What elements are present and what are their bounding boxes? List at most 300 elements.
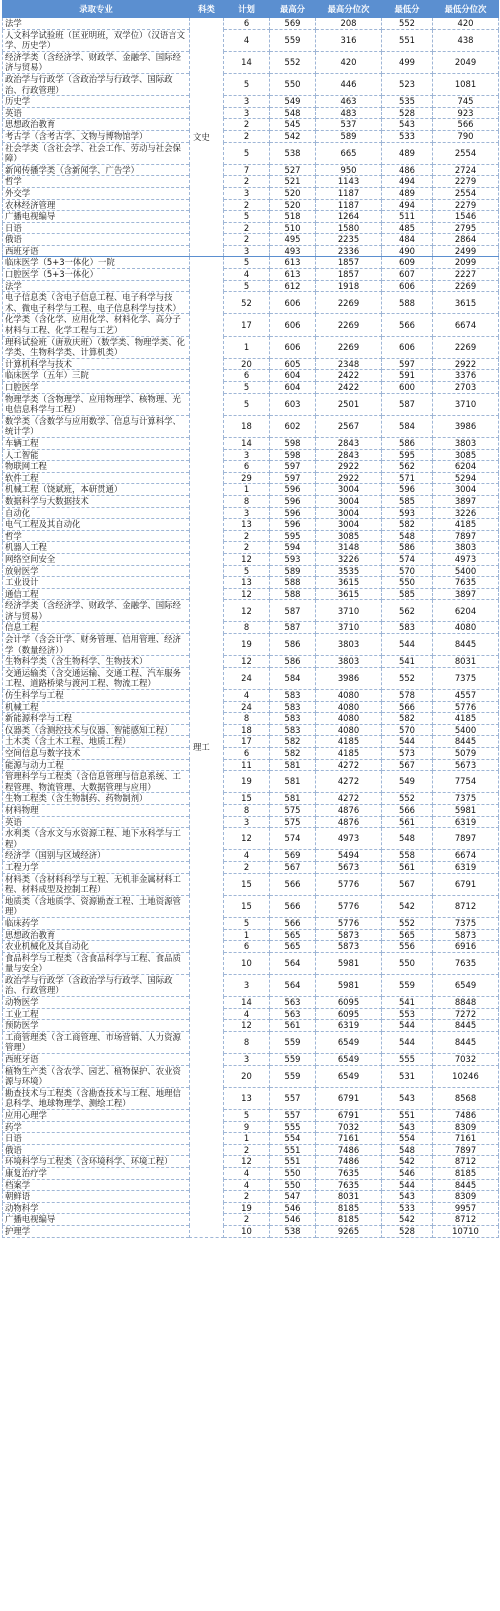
- table-row: [3, 1121, 499, 1133]
- min-rank-cell: 8445: [433, 736, 499, 748]
- table-row: [3, 828, 499, 850]
- plan-cell: 14: [224, 437, 270, 449]
- max-rank-cell: 3004: [316, 519, 382, 531]
- plan-cell: 5: [224, 257, 270, 269]
- min-rank-cell: 8445: [433, 1031, 499, 1053]
- plan-cell: 10: [224, 952, 270, 974]
- min-rank-cell: 2269: [433, 336, 499, 358]
- max-score-cell: 518: [270, 211, 316, 223]
- max-score-cell: 559: [270, 1054, 316, 1066]
- max-rank-cell: 537: [316, 119, 382, 131]
- table-row: [3, 873, 499, 895]
- table-row: [3, 530, 499, 542]
- min-rank-cell: 7375: [433, 917, 499, 929]
- table-row: [3, 234, 499, 246]
- min-rank-cell: 2795: [433, 222, 499, 234]
- min-score-cell: 542: [382, 895, 433, 917]
- max-score-cell: 552: [270, 51, 316, 73]
- min-score-cell: 550: [382, 577, 433, 589]
- major-cell: 工商管理类（含工商管理、市场营销、人力资源管理）: [3, 1031, 190, 1053]
- category-cell: 文史: [190, 18, 224, 257]
- min-score-cell: 544: [382, 1179, 433, 1191]
- table-row: [3, 119, 499, 131]
- table-row: [3, 73, 499, 95]
- plan-cell: 11: [224, 759, 270, 771]
- max-rank-cell: 9265: [316, 1225, 382, 1237]
- table-row: [3, 1167, 499, 1179]
- max-score-cell: 569: [270, 850, 316, 862]
- max-score-cell: 493: [270, 245, 316, 257]
- major-cell: 植物生产类（含农学、园艺、植物保护、农业资源与环境）: [3, 1065, 190, 1087]
- major-cell: 工程力学: [3, 861, 190, 873]
- max-rank-cell: 2269: [316, 292, 382, 314]
- plan-cell: 3: [224, 449, 270, 461]
- max-rank-cell: 7161: [316, 1133, 382, 1145]
- plan-cell: 4: [224, 29, 270, 51]
- min-score-cell: 533: [382, 130, 433, 142]
- min-rank-cell: 4185: [433, 519, 499, 531]
- min-rank-cell: 2922: [433, 358, 499, 370]
- table-row: [3, 861, 499, 873]
- plan-cell: 19: [224, 634, 270, 656]
- max-rank-cell: 2422: [316, 370, 382, 382]
- max-rank-cell: 3535: [316, 565, 382, 577]
- plan-cell: 17: [224, 314, 270, 336]
- table-row: [3, 701, 499, 713]
- table-row: [3, 895, 499, 917]
- plan-cell: 14: [224, 51, 270, 73]
- min-rank-cell: 5294: [433, 472, 499, 484]
- max-score-cell: 495: [270, 234, 316, 246]
- major-cell: 农林经济管理: [3, 199, 190, 211]
- min-score-cell: 511: [382, 211, 433, 223]
- major-cell: 电子信息类（含电子信息工程、电子科学与技术、微电子科学与工程、电子信息科学与技术）: [3, 292, 190, 314]
- major-cell: 法学: [3, 18, 190, 30]
- min-score-cell: 541: [382, 656, 433, 668]
- min-score-cell: 555: [382, 1054, 433, 1066]
- min-rank-cell: 6916: [433, 941, 499, 953]
- plan-cell: 13: [224, 577, 270, 589]
- plan-cell: 6: [224, 370, 270, 382]
- min-score-cell: 559: [382, 974, 433, 996]
- min-score-cell: 566: [382, 314, 433, 336]
- max-rank-cell: 2567: [316, 415, 382, 437]
- plan-cell: 12: [224, 588, 270, 600]
- table-row: [3, 1008, 499, 1020]
- min-score-cell: 562: [382, 600, 433, 622]
- table-row: [3, 952, 499, 974]
- min-score-cell: 578: [382, 690, 433, 702]
- min-rank-cell: 2099: [433, 257, 499, 269]
- min-rank-cell: 2499: [433, 245, 499, 257]
- table-row: [3, 519, 499, 531]
- max-score-cell: 589: [270, 565, 316, 577]
- max-score-cell: 547: [270, 1191, 316, 1203]
- plan-cell: 12: [224, 553, 270, 565]
- max-score-cell: 583: [270, 690, 316, 702]
- plan-cell: 5: [224, 211, 270, 223]
- max-rank-cell: 2843: [316, 437, 382, 449]
- max-rank-cell: 316: [316, 29, 382, 51]
- plan-cell: 2: [224, 234, 270, 246]
- category-cell: 理工: [190, 257, 224, 1237]
- table-row: [3, 130, 499, 142]
- max-score-cell: 549: [270, 96, 316, 108]
- major-cell: 俄语: [3, 1144, 190, 1156]
- max-score-cell: 563: [270, 997, 316, 1009]
- table-row: [3, 1031, 499, 1053]
- table-row: [3, 997, 499, 1009]
- max-score-cell: 564: [270, 974, 316, 996]
- table-row: [3, 96, 499, 108]
- major-cell: 水利类（含水文与水资源工程、地下水科学与工程）: [3, 828, 190, 850]
- min-score-cell: 543: [382, 1121, 433, 1133]
- major-cell: 农业机械化及其自动化: [3, 941, 190, 953]
- min-score-cell: 551: [382, 1110, 433, 1122]
- max-rank-cell: 4876: [316, 816, 382, 828]
- plan-cell: 3: [224, 507, 270, 519]
- plan-cell: 12: [224, 1020, 270, 1032]
- major-cell: 护理学: [3, 1225, 190, 1237]
- major-cell: 工业工程: [3, 1008, 190, 1020]
- table-row: [3, 793, 499, 805]
- table-row: [3, 1191, 499, 1203]
- min-score-cell: 544: [382, 634, 433, 656]
- header-category: 科类: [190, 1, 224, 18]
- max-rank-cell: 5776: [316, 917, 382, 929]
- major-cell: 历史学: [3, 96, 190, 108]
- max-rank-cell: 4080: [316, 713, 382, 725]
- min-score-cell: 523: [382, 73, 433, 95]
- max-rank-cell: 2922: [316, 472, 382, 484]
- table-row: [3, 280, 499, 292]
- major-cell: 食品科学与工程类（含食品科学与工程、食品质量与安全）: [3, 952, 190, 974]
- min-rank-cell: 3376: [433, 370, 499, 382]
- max-score-cell: 557: [270, 1110, 316, 1122]
- max-score-cell: 597: [270, 472, 316, 484]
- major-cell: 电气工程及其自动化: [3, 519, 190, 531]
- max-score-cell: 575: [270, 816, 316, 828]
- plan-cell: 5: [224, 73, 270, 95]
- plan-cell: 4: [224, 1008, 270, 1020]
- min-rank-cell: 8185: [433, 1167, 499, 1179]
- plan-cell: 2: [224, 176, 270, 188]
- max-score-cell: 550: [270, 73, 316, 95]
- min-rank-cell: 3803: [433, 437, 499, 449]
- plan-cell: 12: [224, 600, 270, 622]
- max-score-cell: 559: [270, 1031, 316, 1053]
- min-rank-cell: 6319: [433, 861, 499, 873]
- major-cell: 工业设计: [3, 577, 190, 589]
- table-row: [3, 484, 499, 496]
- max-rank-cell: 4080: [316, 701, 382, 713]
- min-rank-cell: 4185: [433, 713, 499, 725]
- max-rank-cell: 463: [316, 96, 382, 108]
- max-rank-cell: 665: [316, 142, 382, 164]
- min-score-cell: 541: [382, 997, 433, 1009]
- table-row: [3, 336, 499, 358]
- table-row: [3, 495, 499, 507]
- max-score-cell: 613: [270, 257, 316, 269]
- min-score-cell: 586: [382, 542, 433, 554]
- table-row: [3, 542, 499, 554]
- major-cell: 思想政治教育: [3, 119, 190, 131]
- max-score-cell: 555: [270, 1121, 316, 1133]
- min-score-cell: 489: [382, 187, 433, 199]
- plan-cell: 1: [224, 484, 270, 496]
- major-cell: 生物科学类（含生物科学、生物技术）: [3, 656, 190, 668]
- min-score-cell: 531: [382, 1065, 433, 1087]
- min-score-cell: 607: [382, 269, 433, 281]
- min-score-cell: 583: [382, 622, 433, 634]
- min-score-cell: 561: [382, 816, 433, 828]
- max-rank-cell: 2269: [316, 336, 382, 358]
- min-rank-cell: 5776: [433, 701, 499, 713]
- max-score-cell: 612: [270, 280, 316, 292]
- min-rank-cell: 2554: [433, 142, 499, 164]
- max-score-cell: 596: [270, 484, 316, 496]
- max-score-cell: 581: [270, 771, 316, 793]
- max-score-cell: 597: [270, 461, 316, 473]
- min-score-cell: 542: [382, 1214, 433, 1226]
- plan-cell: 8: [224, 495, 270, 507]
- max-rank-cell: 4185: [316, 748, 382, 760]
- table-row: [3, 314, 499, 336]
- max-score-cell: 566: [270, 917, 316, 929]
- major-cell: 政治学与行政学（含政治学与行政学、国际政治、行政管理）: [3, 73, 190, 95]
- table-row: [3, 18, 499, 30]
- plan-cell: 5: [224, 1110, 270, 1122]
- plan-cell: 1: [224, 1133, 270, 1145]
- header-max-rank: 最高分位次: [316, 1, 382, 18]
- plan-cell: 2: [224, 1144, 270, 1156]
- max-score-cell: 520: [270, 199, 316, 211]
- table-row: [3, 257, 499, 269]
- min-score-cell: 535: [382, 96, 433, 108]
- max-score-cell: 542: [270, 130, 316, 142]
- min-rank-cell: 8031: [433, 656, 499, 668]
- max-rank-cell: 4080: [316, 724, 382, 736]
- max-score-cell: 604: [270, 370, 316, 382]
- min-score-cell: 552: [382, 917, 433, 929]
- table-row: [3, 724, 499, 736]
- max-rank-cell: 2843: [316, 449, 382, 461]
- max-rank-cell: 2235: [316, 234, 382, 246]
- major-cell: 经济学（国别与区域经济）: [3, 850, 190, 862]
- max-rank-cell: 2336: [316, 245, 382, 257]
- min-score-cell: 489: [382, 142, 433, 164]
- plan-cell: 4: [224, 269, 270, 281]
- min-score-cell: 528: [382, 1225, 433, 1237]
- max-rank-cell: 4272: [316, 771, 382, 793]
- plan-cell: 2: [224, 530, 270, 542]
- max-rank-cell: 3004: [316, 484, 382, 496]
- table-row: [3, 1110, 499, 1122]
- min-rank-cell: 8309: [433, 1191, 499, 1203]
- plan-cell: 3: [224, 96, 270, 108]
- max-rank-cell: 2501: [316, 393, 382, 415]
- max-score-cell: 557: [270, 1087, 316, 1109]
- table-row: [3, 358, 499, 370]
- min-rank-cell: 7635: [433, 577, 499, 589]
- min-rank-cell: 8712: [433, 1156, 499, 1168]
- min-score-cell: 565: [382, 929, 433, 941]
- header-min-score: 最低分: [382, 1, 433, 18]
- min-rank-cell: 5079: [433, 748, 499, 760]
- plan-cell: 3: [224, 187, 270, 199]
- max-rank-cell: 3615: [316, 588, 382, 600]
- min-score-cell: 596: [382, 484, 433, 496]
- table-row: [3, 748, 499, 760]
- max-score-cell: 583: [270, 701, 316, 713]
- max-score-cell: 596: [270, 495, 316, 507]
- plan-cell: 12: [224, 656, 270, 668]
- plan-cell: 2: [224, 1214, 270, 1226]
- min-rank-cell: 7897: [433, 828, 499, 850]
- major-cell: 法学: [3, 280, 190, 292]
- plan-cell: 2: [224, 130, 270, 142]
- min-rank-cell: 2724: [433, 164, 499, 176]
- min-rank-cell: 2864: [433, 234, 499, 246]
- max-score-cell: 581: [270, 759, 316, 771]
- max-score-cell: 605: [270, 358, 316, 370]
- table-row: [3, 437, 499, 449]
- max-score-cell: 520: [270, 187, 316, 199]
- major-cell: 管理科学与工程类（含信息管理与信息系统、工程管理、物流管理、大数据管理与应用）: [3, 771, 190, 793]
- major-cell: 广播电视编导: [3, 211, 190, 223]
- max-rank-cell: 446: [316, 73, 382, 95]
- max-score-cell: 586: [270, 634, 316, 656]
- table-row: [3, 565, 499, 577]
- major-cell: 车辆工程: [3, 437, 190, 449]
- table-row: [3, 51, 499, 73]
- min-rank-cell: 9957: [433, 1202, 499, 1214]
- min-rank-cell: 3004: [433, 484, 499, 496]
- min-score-cell: 586: [382, 437, 433, 449]
- max-score-cell: 559: [270, 1065, 316, 1087]
- min-score-cell: 499: [382, 51, 433, 73]
- min-rank-cell: 6204: [433, 461, 499, 473]
- table-row: [3, 1087, 499, 1109]
- max-rank-cell: 3803: [316, 656, 382, 668]
- major-cell: 哲学: [3, 176, 190, 188]
- major-cell: 物理学类（含物理学、应用物理学、核物理、光电信息科学与工程）: [3, 393, 190, 415]
- max-score-cell: 566: [270, 895, 316, 917]
- plan-cell: 12: [224, 1156, 270, 1168]
- max-rank-cell: 7032: [316, 1121, 382, 1133]
- plan-cell: 15: [224, 873, 270, 895]
- min-score-cell: 494: [382, 176, 433, 188]
- max-rank-cell: 3226: [316, 553, 382, 565]
- table-header-row: [3, 1, 499, 18]
- min-score-cell: 551: [382, 29, 433, 51]
- min-score-cell: 556: [382, 941, 433, 953]
- major-cell: 数学类（含数学与应用数学、信息与计算科学、统计学）: [3, 415, 190, 437]
- min-score-cell: 552: [382, 793, 433, 805]
- major-cell: 勘查技术与工程类（含勘查技术与工程、地理信息科学、地球物理学、测绘工程）: [3, 1087, 190, 1109]
- table-row: [3, 199, 499, 211]
- table-row: [3, 804, 499, 816]
- table-row: [3, 142, 499, 164]
- major-cell: 新闻传播学类（含新闻学、广告学）: [3, 164, 190, 176]
- min-score-cell: 533: [382, 1202, 433, 1214]
- max-score-cell: 583: [270, 724, 316, 736]
- min-rank-cell: 2554: [433, 187, 499, 199]
- plan-cell: 5: [224, 382, 270, 394]
- max-rank-cell: 3148: [316, 542, 382, 554]
- major-cell: 临床医学（五年）三院: [3, 370, 190, 382]
- max-score-cell: 566: [270, 873, 316, 895]
- min-score-cell: 552: [382, 667, 433, 689]
- table-row: [3, 1144, 499, 1156]
- min-rank-cell: 8712: [433, 895, 499, 917]
- max-rank-cell: 1580: [316, 222, 382, 234]
- min-score-cell: 528: [382, 107, 433, 119]
- min-rank-cell: 4557: [433, 690, 499, 702]
- max-score-cell: 554: [270, 1133, 316, 1145]
- plan-cell: 3: [224, 816, 270, 828]
- max-rank-cell: 6095: [316, 1008, 382, 1020]
- major-cell: 生物工程类（含生物制药、药物制剂）: [3, 793, 190, 805]
- max-score-cell: 563: [270, 1008, 316, 1020]
- min-score-cell: 585: [382, 588, 433, 600]
- plan-cell: 4: [224, 1179, 270, 1191]
- major-cell: 思想政治教育: [3, 929, 190, 941]
- plan-cell: 29: [224, 472, 270, 484]
- min-rank-cell: 8445: [433, 634, 499, 656]
- table-row: [3, 600, 499, 622]
- plan-cell: 3: [224, 1054, 270, 1066]
- min-score-cell: 584: [382, 415, 433, 437]
- major-cell: 英语: [3, 816, 190, 828]
- table-body: [3, 18, 499, 1238]
- min-rank-cell: 420: [433, 18, 499, 30]
- max-rank-cell: 6549: [316, 1054, 382, 1066]
- min-rank-cell: 3897: [433, 495, 499, 507]
- table-row: [3, 690, 499, 702]
- max-rank-cell: 6791: [316, 1110, 382, 1122]
- table-row: [3, 974, 499, 996]
- max-score-cell: 581: [270, 793, 316, 805]
- min-score-cell: 567: [382, 873, 433, 895]
- min-score-cell: 566: [382, 701, 433, 713]
- plan-cell: 4: [224, 690, 270, 702]
- min-rank-cell: 5400: [433, 724, 499, 736]
- max-rank-cell: 1143: [316, 176, 382, 188]
- min-score-cell: 554: [382, 1133, 433, 1145]
- max-rank-cell: 1857: [316, 257, 382, 269]
- max-rank-cell: 8031: [316, 1191, 382, 1203]
- major-cell: 空间信息与数字技术: [3, 748, 190, 760]
- max-rank-cell: 3803: [316, 634, 382, 656]
- max-rank-cell: 1918: [316, 280, 382, 292]
- min-score-cell: 494: [382, 199, 433, 211]
- min-rank-cell: 7754: [433, 771, 499, 793]
- max-rank-cell: 1857: [316, 269, 382, 281]
- min-score-cell: 544: [382, 1020, 433, 1032]
- table-row: [3, 713, 499, 725]
- plan-cell: 15: [224, 793, 270, 805]
- min-score-cell: 552: [382, 18, 433, 30]
- max-rank-cell: 4876: [316, 804, 382, 816]
- table-row: [3, 507, 499, 519]
- min-score-cell: 574: [382, 553, 433, 565]
- max-score-cell: 550: [270, 1179, 316, 1191]
- major-cell: 档案学: [3, 1179, 190, 1191]
- major-cell: 临床药学: [3, 917, 190, 929]
- major-cell: 考古学（含考古学、文物与博物馆学）: [3, 130, 190, 142]
- min-score-cell: 490: [382, 245, 433, 257]
